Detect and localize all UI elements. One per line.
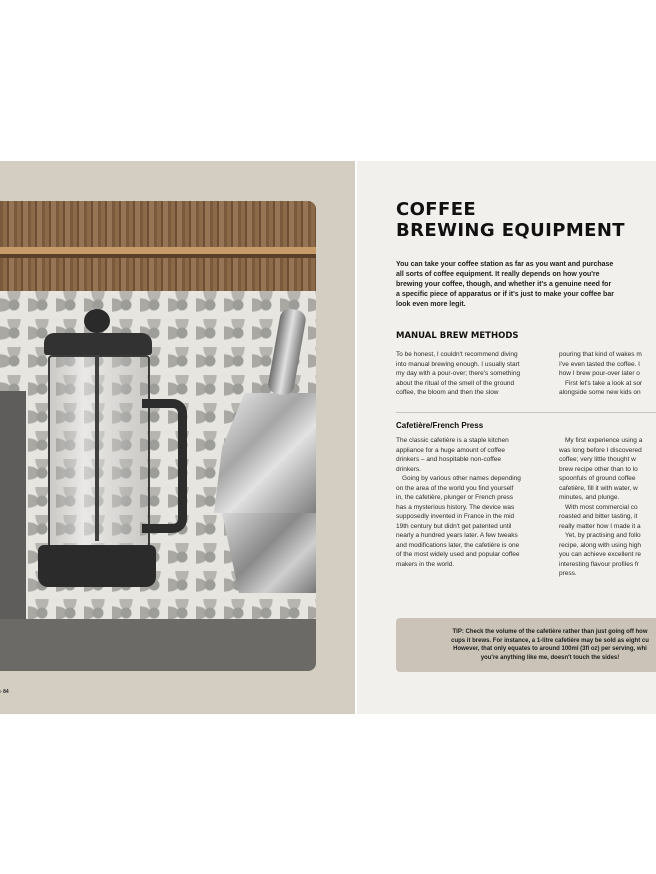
body-line: The classic cafetière is a staple kitchen xyxy=(396,437,509,444)
body-line: and modifications later, the cafetière is one xyxy=(396,541,520,549)
body-line: alongside some new kids on xyxy=(559,389,641,396)
wooden-shelf xyxy=(0,247,316,254)
press-column-2 xyxy=(559,436,656,579)
intro-line: You can take your coffee station as far as you want and purchase xyxy=(396,261,614,268)
body-line: really matter how I made it a xyxy=(559,522,641,530)
body-line: recipe, along with using high xyxy=(559,541,642,549)
french-press-glass xyxy=(48,355,150,559)
tip-line: TIP: Check the volume of the cafetière rather than just going off how xyxy=(452,629,648,635)
body-line: minutes, and plunge. xyxy=(559,494,620,501)
shelf-shadow xyxy=(0,254,316,258)
body-line: of the most widely used and popular coffee xyxy=(396,551,520,558)
section-heading: MANUAL BREW METHODS xyxy=(396,331,519,341)
french-press-handle xyxy=(142,399,187,533)
body-line: has a mysterious history. The device was xyxy=(396,503,515,511)
body-line: pouring that kind of wakes m xyxy=(559,351,642,358)
press-column-1 xyxy=(396,436,548,569)
body-line: drinkers. xyxy=(396,465,421,473)
body-line: coffee, the bloom and then the slow xyxy=(396,389,499,396)
body-line: To be honest, I couldn't recommend diving xyxy=(396,351,518,358)
body-line: supposedly invented in France in the mid xyxy=(396,513,515,520)
body-line: makers in the world. xyxy=(396,560,455,568)
page-title xyxy=(396,199,656,241)
tip-line: cups it brews. For instance, a 1-litre cafetière may be sold as eight cu xyxy=(451,637,649,644)
french-press-plunger-rod xyxy=(95,351,99,541)
body-line: appliance for a huge amount of coffee xyxy=(396,446,506,454)
body-line: Going by various other names depending xyxy=(402,475,521,482)
subheading: Cafetière/French Press xyxy=(396,421,484,430)
body-line: my day with a pour-over; there's something xyxy=(396,370,521,377)
intro-line: a specific piece of apparatus or if it's just to make your coffee bar xyxy=(396,291,614,298)
body-line: on the area of the world you find yourself xyxy=(396,484,514,492)
manual-column-2 xyxy=(559,350,656,398)
body-line: interesting flavour profiles fr xyxy=(559,560,639,568)
body-line: brew recipe other than to lo xyxy=(559,465,638,473)
body-line: press. xyxy=(559,570,577,577)
body-line: With most commercial co xyxy=(565,503,638,511)
body-line: you can achieve excellent re xyxy=(559,551,642,558)
page-number xyxy=(0,689,9,695)
body-line: about the ritual of the smell of the ground xyxy=(396,379,515,387)
tip-text xyxy=(414,628,656,662)
french-press-knob xyxy=(84,309,110,333)
page-title-line-1: COFFEE xyxy=(396,199,477,220)
page-number-marker: › xyxy=(0,689,4,695)
body-line: I've even tasted the coffee. I xyxy=(559,360,640,368)
body-line: into manual brewing enough. I usually start xyxy=(396,360,520,368)
body-line: drinkers – and hospitable non-coffee xyxy=(396,456,502,463)
intro-line: brewing your coffee, though, and whether it's a genuine need for xyxy=(396,281,612,288)
intro-line: all sorts of coffee equipment. It really depends on how you're xyxy=(396,271,600,278)
body-line: First let's take a look at sor xyxy=(565,379,643,387)
section-divider xyxy=(396,412,656,413)
left-page xyxy=(0,161,355,714)
body-line: in, the cafetière, plunger or French press xyxy=(396,494,514,501)
body-line: nearly a hundred years later. A few tweaks xyxy=(396,532,518,539)
tip-box xyxy=(396,618,656,672)
french-press-lid xyxy=(44,333,152,355)
tip-line: However, that only equates to around 100ml (3fl oz) per serving, whi xyxy=(453,646,647,652)
french-press-base xyxy=(38,545,156,587)
coffee-equipment-photo xyxy=(0,201,316,671)
right-page xyxy=(357,161,656,714)
body-line: how I brew pour-over later o xyxy=(559,370,640,377)
tip-line: you're anything like me, doesn't touch the sides! xyxy=(480,654,620,661)
manual-column-1 xyxy=(396,350,546,398)
grey-cloth-bottom xyxy=(0,619,316,671)
body-line: coffee; very little thought w xyxy=(559,456,636,463)
body-line: My first experience using a xyxy=(565,437,643,444)
body-line: 19th century but didn't get patented until xyxy=(396,522,512,530)
intro-line: look even more legit. xyxy=(396,301,466,308)
page-number-text: 84 xyxy=(3,689,9,695)
intro-paragraph xyxy=(396,260,631,310)
body-line: Yet, by practising and follo xyxy=(565,532,641,539)
body-line: roasted and bitter tasting, it xyxy=(559,513,638,520)
book-spread xyxy=(0,161,656,714)
body-line: was long before I discovered xyxy=(559,446,642,454)
page-title-line-2: BREWING EQUIPMENT xyxy=(396,220,625,241)
body-line: cafetière, fill it with water, w xyxy=(559,484,638,492)
wood-wall xyxy=(0,201,316,291)
body-line: spoonfuls of ground coffee xyxy=(559,475,636,482)
